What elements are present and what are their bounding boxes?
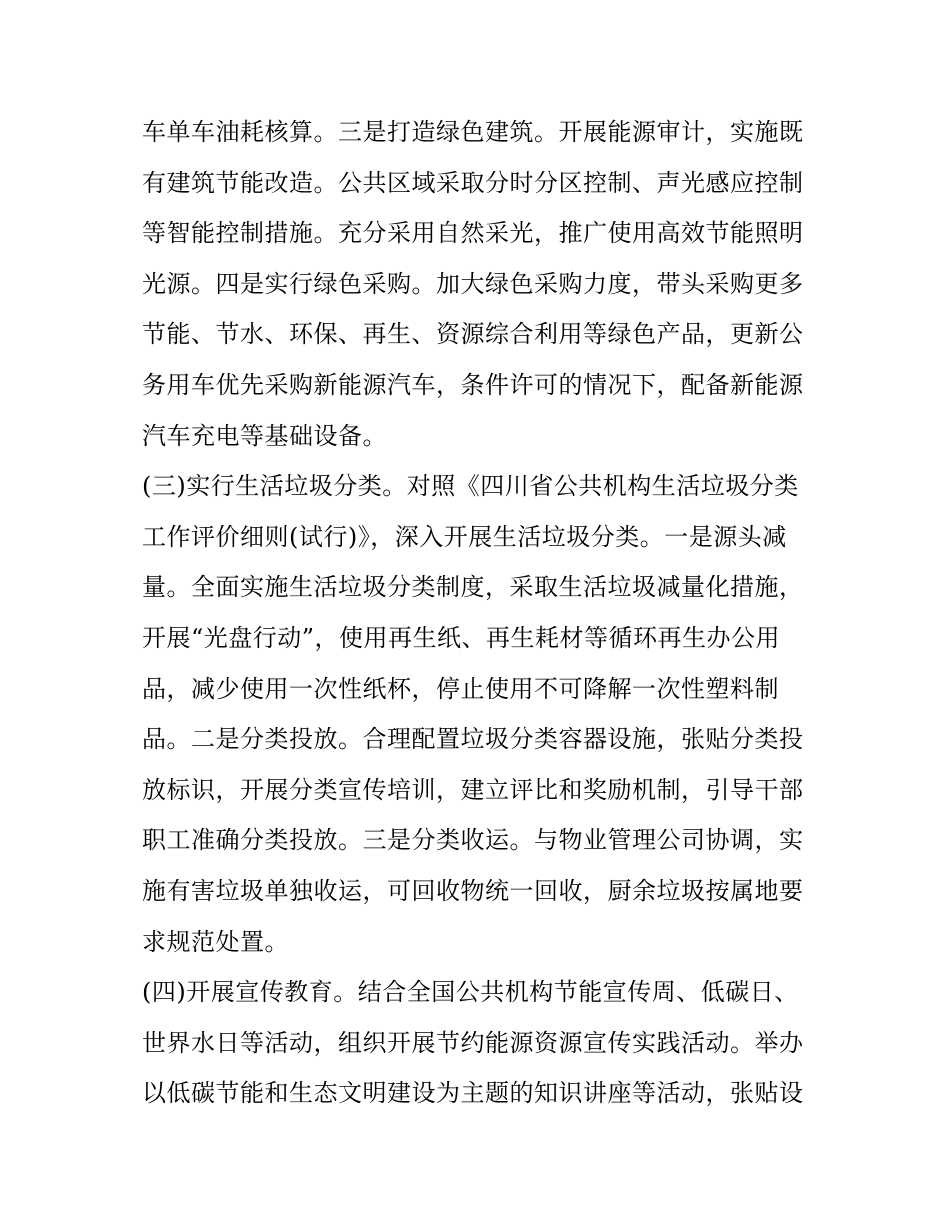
- text-line: 品，减少使用一次性纸杯，停止使用不可降解一次性塑料制: [142, 674, 779, 703]
- text-line: 等智能控制措施。充分采用自然采光，推广使用高效节能照明: [142, 219, 804, 248]
- text-line: 工作评价细则(试行)》，深入开展生活垃圾分类。一是源头减: [142, 522, 787, 551]
- text-line: 有建筑节能改造。公共区域采取分时分区控制、声光感应控制: [142, 168, 804, 197]
- text-line: 放标识，开展分类宣传培训，建立评比和奖励机制，引导干部: [142, 775, 804, 804]
- text-line: 求规范处置。: [142, 927, 289, 956]
- text-line: 世界水日等活动，组织开展节约能源资源宣传实践活动。举办: [142, 1028, 804, 1057]
- section-heading-line: (四)开展宣传教育。结合全国公共机构节能宣传周、低碳日、: [142, 978, 799, 1007]
- section-heading-line: (三)实行生活垃圾分类。对照《四川省公共机构生活垃圾分类: [142, 472, 799, 501]
- text-line: 以低碳节能和生态文明建设为主题的知识讲座等活动，张贴设: [142, 1079, 804, 1108]
- text-line: 职工准确分类投放。三是分类收运。与物业管理公司协调，实: [142, 826, 804, 855]
- text-line: 开展“光盘行动”，使用再生纸、再生耗材等循环再生办公用: [142, 623, 781, 652]
- text-line: 节能、节水、环保、再生、资源综合利用等绿色产品，更新公: [142, 320, 804, 349]
- text-line: 量。全面实施生活垃圾分类制度，采取生活垃圾减量化措施，: [142, 573, 804, 602]
- text-line: 汽车充电等基础设备。: [142, 421, 387, 450]
- document-body: [142, 107, 822, 1119]
- text-line: 务用车优先采购新能源汽车，条件许可的情况下，配备新能源: [142, 370, 804, 399]
- text-line: 品。二是分类投放。合理配置垃圾分类容器设施，张贴分类投: [142, 725, 804, 754]
- text-line: 施有害垃圾单独收运，可回收物统一回收，厨余垃圾按属地要: [142, 876, 804, 905]
- text-line: 光源。四是实行绿色采购。加大绿色采购力度，带头采购更多: [142, 269, 804, 298]
- text-line: 车单车油耗核算。三是打造绿色建筑。开展能源审计，实施既: [142, 118, 804, 146]
